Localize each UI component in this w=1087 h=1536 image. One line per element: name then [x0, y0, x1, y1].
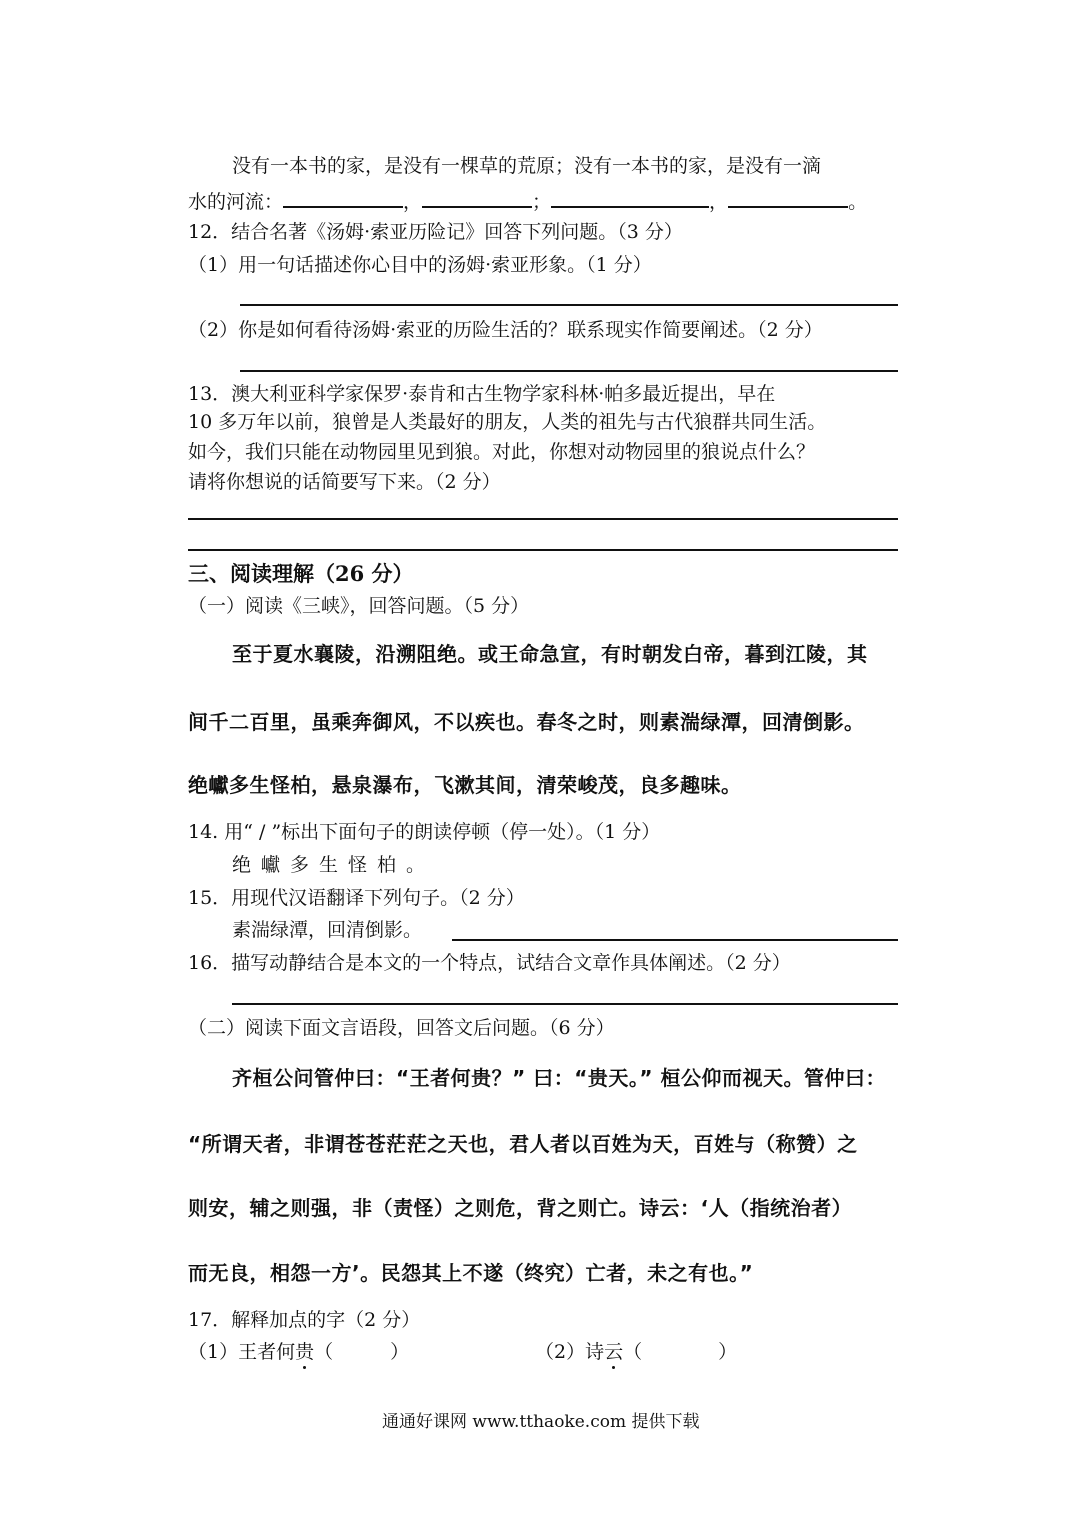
answer-line-13-1[interactable]	[188, 518, 898, 520]
question-14: 14. 用“ / ”标出下面句子的朗读停顿（停一处）。（1 分）	[188, 821, 661, 843]
answer-line-15[interactable]	[452, 939, 898, 941]
sanxia-passage-line1: 至于夏水襄陵，沿溯阻绝。或王命急宣，有时朝发白帝，暮到江陵，其	[232, 642, 868, 666]
question-17-item-1-text: （1）王者何	[188, 1341, 296, 1363]
separator-comma: ，	[403, 191, 423, 213]
fill-passage-line1: 没有一本书的家，是没有一棵草的荒原；没有一本书的家，是没有一滴	[232, 155, 822, 177]
question-13-line4: 请将你想说的话简要写下来。（2 分）	[188, 471, 501, 493]
fill-passage-line2-start: 水的河流：	[188, 191, 284, 213]
answer-line-12-1[interactable]	[240, 304, 898, 306]
sanxia-passage-line3: 绝巘多生怪柏，悬泉瀑布，飞漱其间，清荣峻茂，良多趣味。	[188, 773, 742, 797]
sanxia-passage-line2: 间千二百里，虽乘奔御风，不以疾也。春冬之时，则素湍绿潭，回清倒影。	[188, 710, 865, 734]
separator-semicolon: ；	[532, 191, 552, 213]
emphasized-char: 贵	[295, 1341, 315, 1363]
answer-blank-4[interactable]	[728, 188, 848, 208]
guanzhong-passage-line1: 齐桓公问管仲曰：“王者何贵？” 曰：“贵天。” 桓公仰而视天。管仲曰：	[232, 1066, 887, 1090]
separator-period: 。	[848, 191, 868, 213]
question-14-sentence: 绝巘多生怪柏。	[232, 854, 436, 876]
answer-blank-3[interactable]	[551, 188, 709, 208]
question-12-stem: 12．结合名著《汤姆·索亚历险记》回答下列问题。（3 分）	[188, 221, 683, 243]
question-17: 17．解释加点的字（2 分）	[188, 1309, 421, 1331]
answer-bracket-1[interactable]: （ ）	[314, 1341, 410, 1363]
question-15-sentence: 素湍绿潭，回清倒影。	[232, 919, 423, 941]
section-title: 三、阅读理解（26 分）	[188, 561, 414, 586]
emphasized-char: 云	[604, 1341, 624, 1363]
separator-comma: ，	[709, 191, 729, 213]
question-13-line2: 10 多万年以前，狼曾是人类最好的朋友，人类的祖先与古代狼群共同生活。	[188, 411, 827, 433]
question-17-item-1	[188, 1340, 409, 1364]
page-footer: 通通好课网 www.tthaoke.com 提供下载	[382, 1412, 700, 1432]
question-16: 16．描写动静结合是本文的一个特点，试结合文章作具体阐述。（2 分）	[188, 952, 791, 974]
fill-passage-line2	[188, 188, 867, 214]
question-17-item-2	[535, 1340, 737, 1364]
answer-bracket-2[interactable]: （ ）	[623, 1341, 738, 1363]
question-12-sub2: （2）你是如何看待汤姆·索亚的历险生活的？联系现实作简要阐述。（2 分）	[188, 319, 823, 341]
guanzhong-passage-line4: 而无良，相怨一方’。民怨其上不遂（终究）亡者，未之有也。”	[188, 1261, 754, 1285]
guanzhong-passage-line2: “所谓天者，非谓苍苍茫茫之天也，君人者以百姓为天，百姓与（称赞）之	[188, 1132, 858, 1156]
answer-line-12-2[interactable]	[240, 370, 898, 372]
part2-heading: （二）阅读下面文言语段，回答文后问题。（6 分）	[188, 1017, 615, 1039]
answer-line-16[interactable]	[232, 1003, 898, 1005]
question-15: 15．用现代汉语翻译下列句子。（2 分）	[188, 887, 525, 909]
guanzhong-passage-line3: 则安，辅之则强，非（责怪）之则危，背之则亡。诗云：‘人（指统治者）	[188, 1196, 853, 1220]
answer-line-13-2[interactable]	[188, 549, 898, 551]
question-13-line3: 如今，我们只能在动物园里见到狼。对此，你想对动物园里的狼说点什么？	[188, 441, 816, 463]
answer-blank-1[interactable]	[283, 188, 403, 208]
question-12-sub1: （1）用一句话描述你心目中的汤姆·索亚形象。（1 分）	[188, 254, 652, 276]
part1-heading: （一）阅读《三峡》，回答问题。（5 分）	[188, 595, 530, 617]
answer-blank-2[interactable]	[422, 188, 532, 208]
question-17-item-2-text: （2）诗	[535, 1341, 605, 1363]
question-13-line1: 13．澳大利亚科学家保罗·泰肯和古生物学家科林·帕多最近提出，早在	[188, 383, 776, 405]
